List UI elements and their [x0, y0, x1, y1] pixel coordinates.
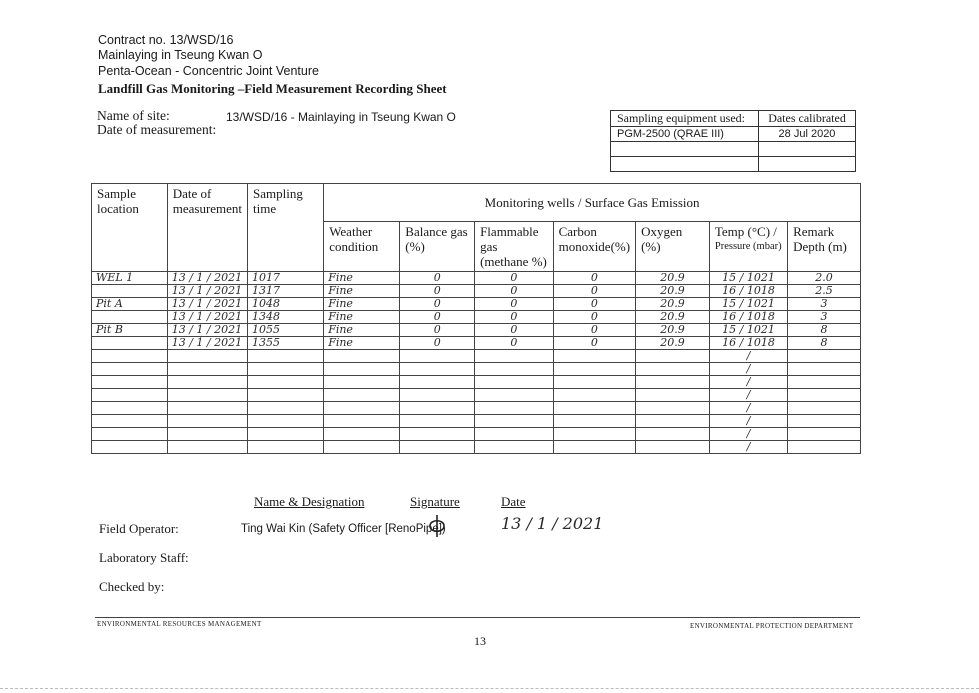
signature-header: Signature	[410, 494, 460, 509]
table-row	[92, 441, 861, 454]
page-number: 13	[474, 634, 486, 648]
carbon-monoxide-cell: 0	[553, 298, 635, 311]
footer-left-text: ENVIRONMENTAL RESOURCES MANAGEMENT	[97, 620, 262, 628]
location-cell: WEL 1	[92, 272, 168, 285]
oxygen-cell: 20.9	[636, 298, 710, 311]
contract-number: Contract no. 13/WSD/16	[98, 33, 234, 47]
balance-gas-cell: 0	[400, 311, 475, 324]
time-cell	[248, 363, 324, 376]
oxygen-cell	[636, 376, 710, 389]
project-name: Mainlaying in Tseung Kwan O	[98, 48, 263, 62]
time-cell: 1317	[248, 285, 324, 298]
weather-cell	[324, 415, 400, 428]
remark-depth-cell	[788, 428, 861, 441]
sampling-time-header: Sampling time	[248, 184, 324, 272]
date-cell	[167, 428, 247, 441]
remark-depth-cell: 3	[788, 298, 861, 311]
carbon-monoxide-header: Carbon monoxide(%)	[553, 222, 635, 272]
carbon-monoxide-cell	[553, 389, 635, 402]
balance-gas-cell	[400, 428, 475, 441]
location-cell	[92, 428, 168, 441]
balance-gas-header: Balance gas (%)	[400, 222, 475, 272]
flammable-gas-cell	[475, 363, 554, 376]
date-cell: 13 / 1 / 2021	[167, 311, 247, 324]
location-cell	[92, 350, 168, 363]
weather-cell: Fine	[324, 272, 400, 285]
oxygen-cell	[636, 402, 710, 415]
carbon-monoxide-cell: 0	[553, 324, 635, 337]
footer-right-text: ENVIRONMENTAL PROTECTION DEPARTMENT	[690, 622, 854, 630]
weather-cell	[324, 402, 400, 415]
field-operator-label: Field Operator:	[99, 521, 179, 536]
flammable-gas-cell	[475, 415, 554, 428]
carbon-monoxide-cell	[553, 402, 635, 415]
table-row	[92, 272, 861, 285]
flammable-gas-cell: 0	[475, 298, 554, 311]
measurement-date-header: Date of measurement	[167, 184, 247, 272]
date-cell	[167, 363, 247, 376]
date-cell: 13 / 1 / 2021	[167, 272, 247, 285]
date-header: Date	[501, 494, 526, 509]
time-cell: 1017	[248, 272, 324, 285]
flammable-gas-header: Flammable gas (methane %)	[475, 222, 554, 272]
weather-cell	[324, 428, 400, 441]
equipment-cell	[611, 157, 759, 172]
table-row	[92, 415, 861, 428]
name-designation-header: Name & Designation	[254, 494, 365, 509]
weather-cell	[324, 376, 400, 389]
oxygen-cell: 20.9	[636, 272, 710, 285]
weather-cell: Fine	[324, 298, 400, 311]
time-cell: 1055	[248, 324, 324, 337]
table-row	[92, 350, 861, 363]
table-row	[92, 389, 861, 402]
time-cell: 1355	[248, 337, 324, 350]
monitoring-group-header: Monitoring wells / Surface Gas Emission	[324, 184, 861, 222]
flammable-gas-cell: 0	[475, 311, 554, 324]
field-operator-date: 13 / 1 / 2021	[501, 514, 604, 533]
carbon-monoxide-cell	[553, 350, 635, 363]
temp-pressure-cell: 15 / 1021	[709, 324, 787, 337]
oxygen-cell	[636, 428, 710, 441]
weather-cell: Fine	[324, 337, 400, 350]
temp-pressure-cell: 15 / 1021	[709, 272, 787, 285]
equipment-header: Sampling equipment used:	[611, 111, 759, 127]
time-cell: 1048	[248, 298, 324, 311]
calibration-header: Dates calibrated	[759, 111, 856, 127]
time-cell	[248, 350, 324, 363]
time-cell: 1348	[248, 311, 324, 324]
oxygen-cell: 20.9	[636, 285, 710, 298]
time-cell	[248, 402, 324, 415]
lab-staff-label: Laboratory Staff:	[99, 550, 189, 565]
weather-cell	[324, 350, 400, 363]
carbon-monoxide-cell: 0	[553, 311, 635, 324]
location-cell	[92, 389, 168, 402]
site-name-value: 13/WSD/16 - Mainlaying in Tseung Kwan O	[226, 110, 456, 124]
temp-pressure-cell: /	[709, 428, 787, 441]
oxygen-header: Oxygen (%)	[636, 222, 710, 272]
oxygen-cell: 20.9	[636, 311, 710, 324]
calibration-cell	[759, 157, 856, 172]
flammable-gas-cell	[475, 389, 554, 402]
flammable-gas-cell	[475, 428, 554, 441]
carbon-monoxide-cell	[553, 376, 635, 389]
carbon-monoxide-cell	[553, 441, 635, 454]
flammable-gas-cell	[475, 441, 554, 454]
balance-gas-cell	[400, 402, 475, 415]
remark-depth-cell: 8	[788, 324, 861, 337]
oxygen-cell	[636, 389, 710, 402]
flammable-gas-cell	[475, 402, 554, 415]
flammable-gas-cell: 0	[475, 272, 554, 285]
balance-gas-cell	[400, 441, 475, 454]
field-operator-name: Ting Wai Kin (Safety Officer [RenoPipe])	[241, 523, 446, 535]
table-row	[92, 324, 861, 337]
temp-pressure-cell: /	[709, 376, 787, 389]
checked-by-label: Checked by:	[99, 579, 165, 594]
temp-pressure-cell: /	[709, 402, 787, 415]
location-cell: Pit A	[92, 298, 168, 311]
location-cell	[92, 337, 168, 350]
balance-gas-cell	[400, 389, 475, 402]
temp-pressure-cell: /	[709, 415, 787, 428]
balance-gas-cell	[400, 350, 475, 363]
date-cell: 13 / 1 / 2021	[167, 337, 247, 350]
location-cell	[92, 363, 168, 376]
date-cell	[167, 389, 247, 402]
contractor-name: Penta-Ocean - Concentric Joint Venture	[98, 64, 319, 78]
time-cell	[248, 389, 324, 402]
flammable-gas-cell: 0	[475, 337, 554, 350]
weather-header: Weather condition	[324, 222, 400, 272]
temp-pressure-cell: /	[709, 441, 787, 454]
carbon-monoxide-cell: 0	[553, 337, 635, 350]
balance-gas-cell	[400, 363, 475, 376]
carbon-monoxide-cell	[553, 363, 635, 376]
oxygen-cell	[636, 415, 710, 428]
remark-depth-cell: 8	[788, 337, 861, 350]
temp-pressure-cell: 16 / 1018	[709, 337, 787, 350]
monitoring-table	[91, 183, 861, 454]
table-row	[92, 363, 861, 376]
weather-cell	[324, 441, 400, 454]
temp-pressure-cell: /	[709, 363, 787, 376]
time-cell	[248, 428, 324, 441]
temp-pressure-cell: /	[709, 350, 787, 363]
location-cell	[92, 285, 168, 298]
pressure-header: Pressure (mbar)	[714, 241, 782, 252]
footer-rule	[95, 617, 860, 618]
table-row	[92, 337, 861, 350]
table-row	[92, 311, 861, 324]
balance-gas-cell: 0	[400, 324, 475, 337]
time-cell	[248, 376, 324, 389]
sample-location-header: Sample location	[92, 184, 168, 272]
weather-cell: Fine	[324, 285, 400, 298]
table-row	[92, 402, 861, 415]
equipment-table	[610, 110, 856, 172]
temp-pressure-cell: 16 / 1018	[709, 285, 787, 298]
date-cell: 13 / 1 / 2021	[167, 298, 247, 311]
date-cell	[167, 415, 247, 428]
remark-depth-cell: 3	[788, 311, 861, 324]
signature-mark	[426, 513, 448, 539]
location-cell	[92, 311, 168, 324]
location-cell	[92, 441, 168, 454]
balance-gas-cell: 0	[400, 337, 475, 350]
remark-depth-cell	[788, 350, 861, 363]
oxygen-cell: 20.9	[636, 337, 710, 350]
flammable-gas-cell	[475, 350, 554, 363]
balance-gas-cell: 0	[400, 272, 475, 285]
table-row	[92, 428, 861, 441]
remark-depth-cell	[788, 441, 861, 454]
time-cell	[248, 415, 324, 428]
table-row	[92, 298, 861, 311]
flammable-gas-cell	[475, 376, 554, 389]
flammable-gas-cell: 0	[475, 324, 554, 337]
date-cell: 13 / 1 / 2021	[167, 285, 247, 298]
carbon-monoxide-cell: 0	[553, 285, 635, 298]
calibration-cell	[759, 142, 856, 157]
weather-cell	[324, 363, 400, 376]
equipment-cell: PGM-2500 (QRAE III)	[611, 127, 759, 142]
weather-cell: Fine	[324, 311, 400, 324]
location-cell: Pit B	[92, 324, 168, 337]
balance-gas-cell: 0	[400, 285, 475, 298]
carbon-monoxide-cell	[553, 415, 635, 428]
table-row	[92, 285, 861, 298]
oxygen-cell	[636, 363, 710, 376]
location-cell	[92, 415, 168, 428]
remark-depth-cell: 2.5	[788, 285, 861, 298]
measurement-date-label: Date of measurement:	[97, 122, 217, 137]
remark-depth-cell	[788, 415, 861, 428]
oxygen-cell	[636, 350, 710, 363]
remark-depth-cell	[788, 402, 861, 415]
temp-pressure-cell: 15 / 1021	[709, 298, 787, 311]
scan-border	[0, 688, 979, 689]
oxygen-cell	[636, 441, 710, 454]
carbon-monoxide-cell	[553, 428, 635, 441]
remark-depth-cell	[788, 376, 861, 389]
location-cell	[92, 402, 168, 415]
oxygen-cell: 20.9	[636, 324, 710, 337]
weather-cell	[324, 389, 400, 402]
calibration-cell: 28 Jul 2020	[759, 127, 856, 142]
balance-gas-cell	[400, 376, 475, 389]
remark-depth-cell: 2.0	[788, 272, 861, 285]
table-row	[92, 376, 861, 389]
date-cell	[167, 350, 247, 363]
date-cell	[167, 441, 247, 454]
time-cell	[248, 441, 324, 454]
temp-pressure-cell: 16 / 1018	[709, 311, 787, 324]
sheet-title: Landfill Gas Monitoring –Field Measurement Recording Sheet	[98, 81, 447, 96]
date-cell	[167, 376, 247, 389]
temp-header: Temp (°C) /	[714, 224, 777, 239]
carbon-monoxide-cell: 0	[553, 272, 635, 285]
remark-depth-header: Remark Depth (m)	[788, 222, 861, 272]
temp-pressure-cell: /	[709, 389, 787, 402]
location-cell	[92, 376, 168, 389]
date-cell	[167, 402, 247, 415]
temp-pressure-header	[709, 222, 787, 272]
balance-gas-cell: 0	[400, 298, 475, 311]
weather-cell: Fine	[324, 324, 400, 337]
balance-gas-cell	[400, 415, 475, 428]
remark-depth-cell	[788, 389, 861, 402]
equipment-cell	[611, 142, 759, 157]
site-name-label: Name of site:	[97, 108, 170, 123]
date-cell: 13 / 1 / 2021	[167, 324, 247, 337]
remark-depth-cell	[788, 363, 861, 376]
flammable-gas-cell: 0	[475, 285, 554, 298]
